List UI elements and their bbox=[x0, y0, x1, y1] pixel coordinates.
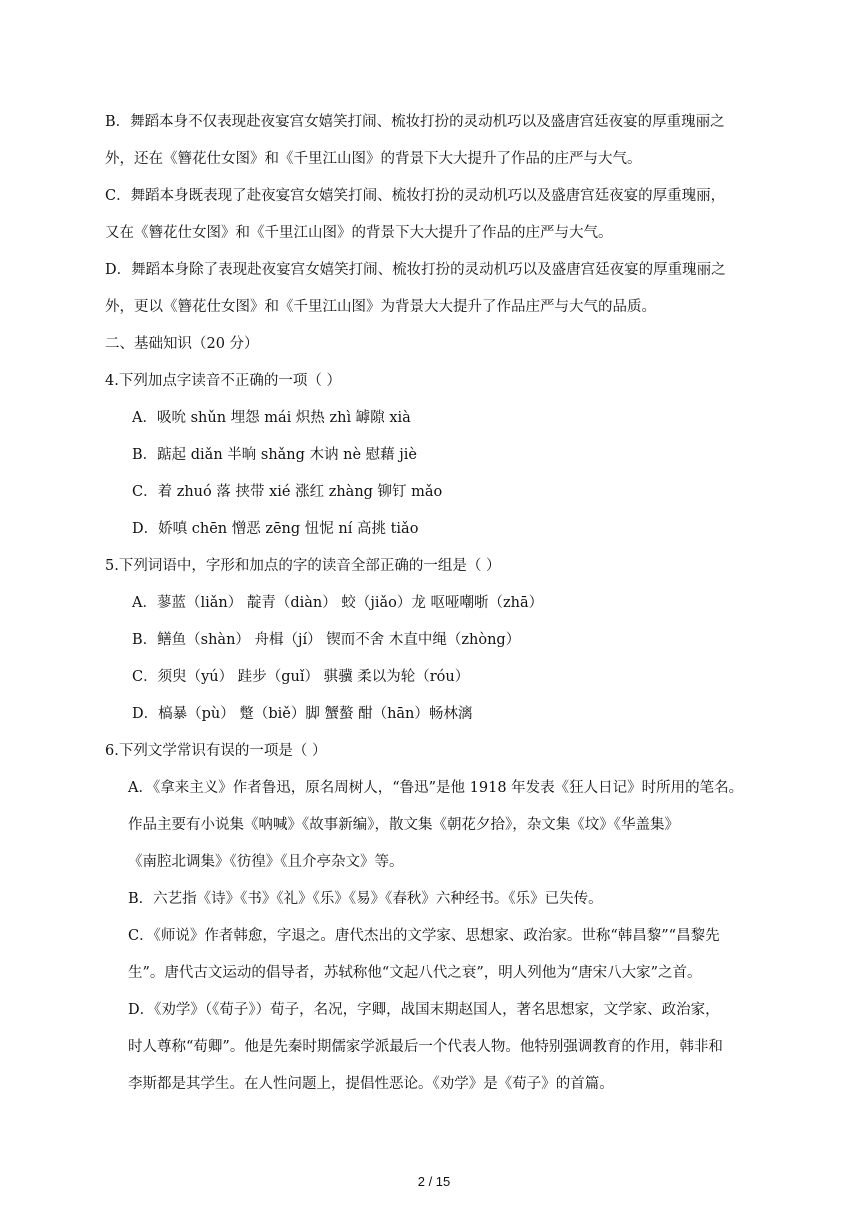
page-separator: / bbox=[424, 1174, 436, 1189]
option-d: D．娇嗔 chēn 憎恶 zēng 忸怩 ní 高挑 tiǎo bbox=[132, 521, 419, 537]
option-b: B．踮起 diǎn 半晌 shǎng 木讷 nè 慰藉 jiè bbox=[132, 447, 418, 463]
section-heading: 二、基础知识（20 分） bbox=[105, 336, 259, 352]
option-c: C．着 zhuó 落 挟带 xié 涨红 zhàng 铆钉 mǎo bbox=[132, 484, 443, 500]
question-6: 6.下列文学常识有误的一项是（ ） bbox=[105, 743, 327, 759]
option-d: D．《劝学》（《荀子》）荀子，名况，字卿，战国末期赵国人，著名思想家，文学家、政治家， bbox=[128, 1002, 720, 1018]
option-a: A．《拿来主义》作者鲁迅，原名周树人，“鲁迅”是他 1918 年发表《狂人日记》时所用的笔名。 bbox=[128, 780, 744, 796]
option-a: A．吸吮 shǔn 埋怨 mái 炽热 zhì 罅隙 xià bbox=[132, 410, 411, 426]
question-4: 4.下列加点字读音不正确的一项（ ） bbox=[105, 373, 341, 389]
text-line: 生”。唐代古文运动的倡导者，苏轼称他“文起八代之衰”，明人列他为“唐宋八大家”之首。 bbox=[128, 965, 702, 981]
text-line: D．舞蹈本身除了表现赴夜宴宫女嬉笑打闹、梳妆打扮的灵动机巧以及盛唐宫廷夜宴的厚重瑰丽之 bbox=[105, 262, 726, 278]
option-d: D．槁暴（pù） 蹩（biě）脚 蟹螯 酣（hān）畅林漓 bbox=[132, 706, 473, 722]
text-line: 李斯都是其学生。在人性问题上，提倡性恶论。《劝学》是《荀子》的首篇。 bbox=[128, 1076, 614, 1092]
current-page: 2 bbox=[417, 1174, 425, 1189]
question-5: 5.下列词语中，字形和加点的字的读音全部正确的一组是（ ） bbox=[105, 558, 501, 574]
text-line: 外，更以《簪花仕女图》和《千里江山图》为背景大大提升了作品庄严与大气的品质。 bbox=[105, 299, 656, 315]
text-line: 又在《簪花仕女图》和《千里江山图》的背景下大大提升了作品的庄严与大气。 bbox=[105, 225, 613, 241]
text-line: C．舞蹈本身既表现了赴夜宴宫女嬉笑打闹、梳妆打扮的灵动机巧以及盛唐宫廷夜宴的厚重瑰丽， bbox=[105, 188, 726, 204]
option-b: B．六艺指《诗》《书》《礼》《乐》《易》《春秋》六种经书。《乐》已失传。 bbox=[128, 891, 603, 907]
text-line: 《南腔北调集》《彷徨》《且介亭杂文》等。 bbox=[128, 854, 404, 870]
text-line: 时人尊称“荀卿”。他是先秦时期儒家学派最后一个代表人物。他特别强调教育的作用，韩非和 bbox=[128, 1039, 723, 1055]
option-c: C．须臾（yú） 跬步（guǐ） 骐骥 柔以为轮（róu） bbox=[132, 669, 470, 685]
total-pages: 15 bbox=[435, 1174, 451, 1189]
text-line: 作品主要有小说集《呐喊》《故事新编》，散文集《朝花夕拾》，杂文集《坟》《华盖集》 bbox=[128, 817, 679, 833]
text-line: 外，还在《簪花仕女图》和《千里江山图》的背景下大大提升了作品的庄严与大气。 bbox=[105, 151, 642, 167]
option-c: C．《师说》作者韩愈，字退之。唐代杰出的文学家、思想家、政治家。世称“韩昌黎”“昌黎先 bbox=[128, 928, 720, 944]
option-a: A．蓼蓝（liǎn） 靛青（diàn） 蛟（jiǎo）龙 呕哑嘲哳（zhā） bbox=[132, 595, 544, 611]
page-number bbox=[0, 1174, 868, 1189]
text-line: B．舞蹈本身不仅表现赴夜宴宫女嬉笑打闹、梳妆打扮的灵动机巧以及盛唐宫廷夜宴的厚重瑰丽之 bbox=[105, 114, 725, 130]
option-b: B．鳝鱼（shàn） 舟楫（jí） 锲而不舍 木直中绳（zhòng） bbox=[132, 632, 521, 648]
